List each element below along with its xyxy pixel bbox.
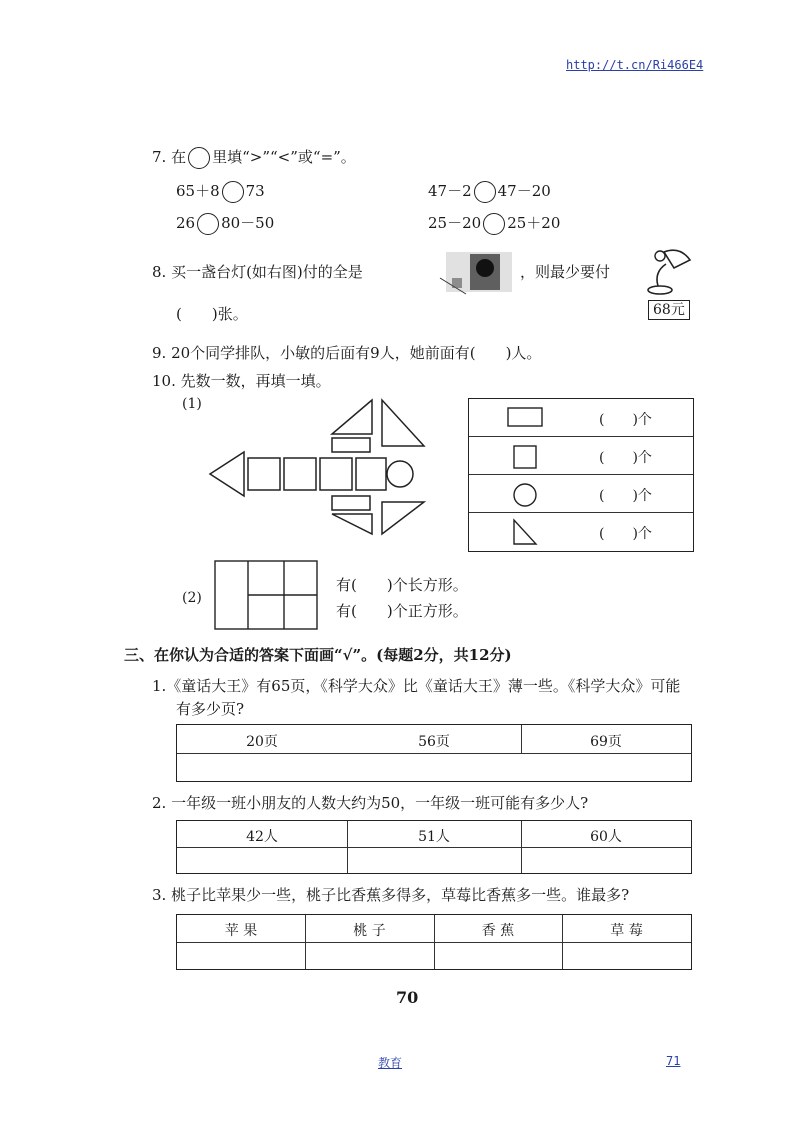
row-divider bbox=[177, 847, 691, 848]
count-answer-triangle[interactable]: ( )个 bbox=[599, 526, 652, 542]
triangle-icon bbox=[513, 519, 537, 545]
q10-part2-line2: 有( )个正方形。 bbox=[336, 602, 468, 620]
price-tag: 68元 bbox=[648, 300, 690, 320]
page-number: 70 bbox=[396, 988, 419, 1007]
s3-q2-options-table bbox=[176, 820, 692, 874]
option-cell[interactable]: 42人 bbox=[246, 829, 278, 845]
s3-q3-text: 3. 桃子比苹果少一些，桃子比香蕉多得多，草莓比香蕉多一些。谁最多? bbox=[152, 886, 630, 904]
s3-q2-text: 2. 一年级一班小朋友的人数大约为50，一年级一班可能有多少人? bbox=[152, 794, 589, 812]
q8-line1-a: 8. 买一盏台灯(如右图)付的全是 bbox=[152, 263, 363, 281]
q9-text: 9. 20个同学排队，小敏的后面有9人，她前面有( )人。 bbox=[152, 344, 542, 362]
q7-item-2: 47－2 47－20 bbox=[428, 180, 551, 203]
q10-title: 10. 先数一数，再填一填。 bbox=[152, 372, 331, 390]
row-divider bbox=[469, 474, 693, 475]
rocket-figure bbox=[210, 396, 440, 536]
row-divider bbox=[469, 512, 693, 513]
section3-heading: 三、在你认为合适的答案下面画“√”。(每题2分，共12分) bbox=[124, 646, 512, 664]
option-cell[interactable]: 桃 子 bbox=[353, 923, 386, 939]
count-answer-circle[interactable]: ( )个 bbox=[599, 488, 652, 504]
answer-circle[interactable] bbox=[222, 181, 244, 203]
s3-q1-options-table bbox=[176, 724, 692, 782]
s3-q3-options-table bbox=[176, 914, 692, 970]
desk-lamp-icon bbox=[644, 246, 696, 298]
option-cell[interactable]: 60人 bbox=[590, 829, 622, 845]
row-divider bbox=[469, 436, 693, 437]
option-cell[interactable]: 香 蕉 bbox=[481, 923, 515, 939]
q7-prompt: 7. 在 里填“>”“<”或“=”。 bbox=[152, 146, 356, 169]
banknote-image bbox=[440, 248, 518, 296]
s3-q1-line2: 有多少页? bbox=[176, 700, 245, 718]
option-cell[interactable]: 51人 bbox=[418, 829, 450, 845]
q10-part2-label: (2) bbox=[182, 590, 202, 606]
option-cell[interactable]: 20页 bbox=[246, 734, 278, 750]
q7-item-3: 26 80－50 bbox=[176, 212, 274, 235]
answer-circle[interactable] bbox=[474, 181, 496, 203]
footer-link-left[interactable]: 教育 bbox=[378, 1056, 403, 1070]
q10-part2-line1: 有( )个长方形。 bbox=[336, 576, 468, 594]
count-answer-square[interactable]: ( )个 bbox=[599, 450, 652, 466]
count-answer-rectangle[interactable]: ( )个 bbox=[599, 412, 652, 428]
row-divider bbox=[177, 753, 691, 754]
option-cell[interactable]: 56页 bbox=[418, 734, 450, 750]
header-link[interactable]: http://t.cn/Ri466E4 bbox=[566, 58, 704, 72]
q7-item-1: 65＋8 73 bbox=[176, 180, 265, 203]
rectangle-icon bbox=[507, 407, 543, 427]
rectangle-grid-figure bbox=[214, 560, 318, 630]
answer-circle[interactable] bbox=[483, 213, 505, 235]
option-cell[interactable]: 69页 bbox=[590, 734, 622, 750]
option-cell[interactable]: 苹 果 bbox=[224, 923, 258, 939]
s3-q1-line1: 1.《童话大王》有65页，《科学大众》比《童话大王》薄一些。《科学大众》可能 bbox=[152, 677, 681, 695]
square-icon bbox=[513, 445, 537, 469]
blank-circle-icon bbox=[188, 147, 210, 169]
q8-line1-b: ，则最少要付 bbox=[520, 263, 611, 281]
option-cell[interactable]: 草 莓 bbox=[610, 923, 643, 939]
count-table bbox=[468, 398, 694, 552]
q10-part1-label: (1) bbox=[182, 396, 202, 412]
q7-item-4: 25－20 25＋20 bbox=[428, 212, 560, 235]
circle-icon bbox=[513, 483, 537, 507]
answer-circle[interactable] bbox=[197, 213, 219, 235]
footer-link-right[interactable]: 71 bbox=[666, 1054, 681, 1068]
q8-line2: ( )张。 bbox=[176, 305, 248, 323]
